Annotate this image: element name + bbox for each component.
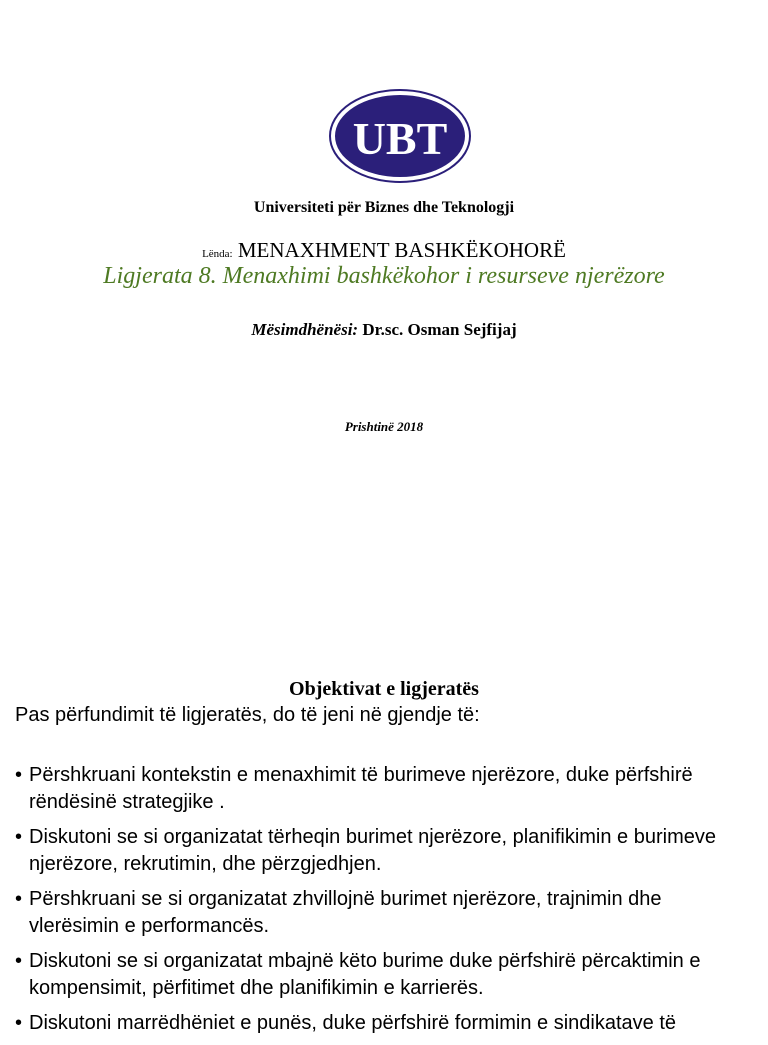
- bullet: •: [15, 888, 23, 910]
- objectives-heading: Objektivat e ligjeratës: [289, 678, 479, 700]
- subject-name: MENAXHMENT BASHKËKOHORË: [237, 238, 566, 262]
- subject-label: Lënda:: [202, 248, 233, 260]
- bullet: •: [15, 764, 23, 786]
- objectives-intro: Pas përfundimit të ligjeratës, do të jeni në gjendje të:: [15, 704, 480, 726]
- teacher-line: [0, 320, 768, 340]
- objectives-list: [15, 762, 755, 1045]
- objective-text: Diskutoni se si organizatat tërheqin burimet njerëzore, planifikimin e burimeve njerëzore, rekrutimin, dhe përzgjedhjen.: [29, 826, 716, 875]
- objective-text: Përshkruani kontekstin e menaxhimit të burimeve njerëzore, duke përfshirë rëndësinë strategjike .: [29, 764, 693, 813]
- objective-item: [15, 824, 755, 878]
- lecture-title: Ligjerata 8. Menaxhimi bashkëkohor i resurseve njerëzore: [103, 263, 665, 289]
- bullet: •: [15, 826, 23, 848]
- teacher-name: Dr.sc. Osman Sejfijaj: [362, 320, 517, 339]
- objective-item: [15, 886, 755, 940]
- objective-item: [15, 762, 755, 816]
- university-name: Universiteti për Biznes dhe Teknologji: [253, 199, 515, 216]
- teacher-label: Mësimdhënësi:: [251, 320, 359, 339]
- bullet: •: [15, 1012, 23, 1034]
- objective-text: Përshkruani se si organizatat zhvillojnë burimet njerëzore, trajnimin dhe vlerësimin e performancës.: [29, 888, 662, 937]
- bullet: •: [15, 950, 23, 972]
- ubt-logo: [328, 88, 472, 184]
- objective-text: Diskutoni se si organizatat mbajnë këto burime duke përfshirë përcaktimin e kompensimit, përfitimet dhe planifikimin e karrierës.: [29, 950, 701, 999]
- place-date: Prishtinë 2018: [344, 419, 424, 434]
- objective-item: [15, 948, 755, 1002]
- subject-line: [0, 238, 768, 263]
- objective-text: Diskutoni marrëdhëniet e punës, duke përfshirë formimin e sindikatave të: [29, 1012, 676, 1034]
- logo-text: UBT: [352, 113, 448, 164]
